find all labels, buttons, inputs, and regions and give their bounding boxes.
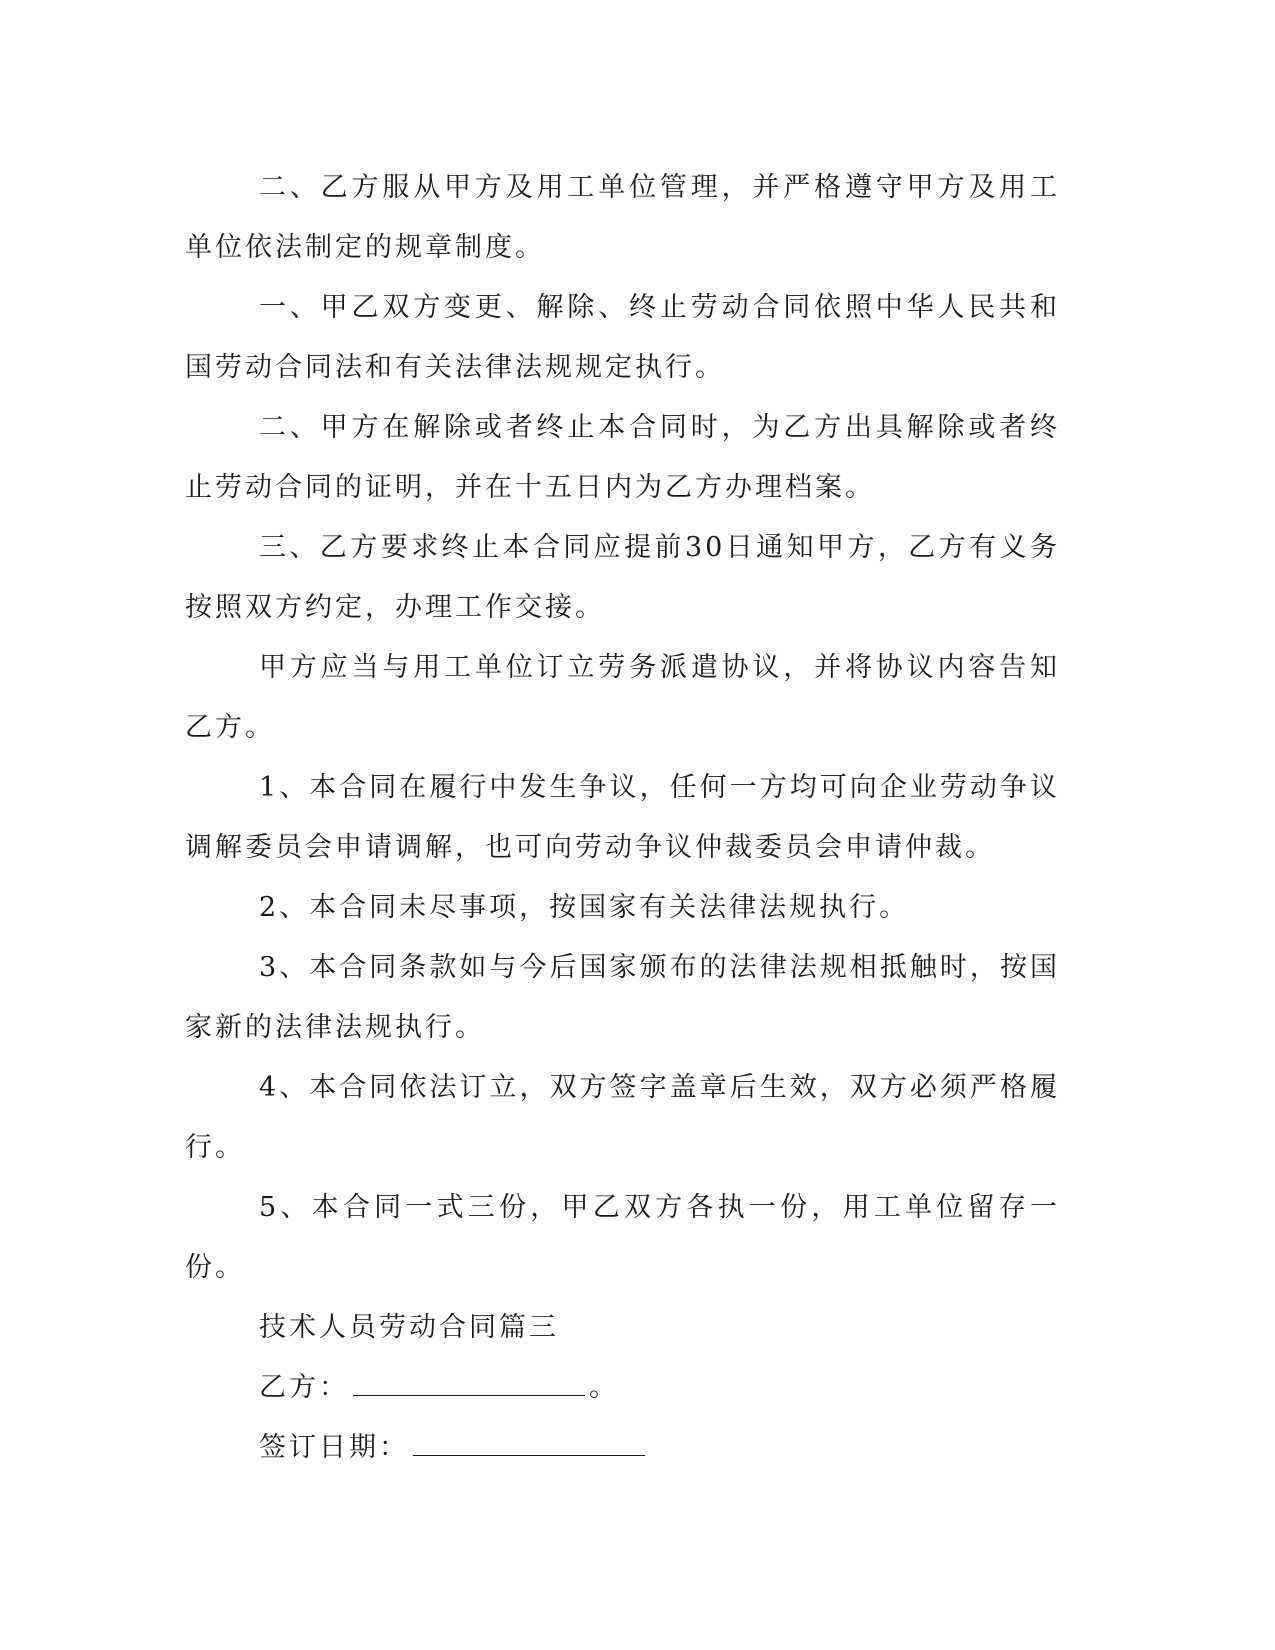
paragraph: 三、乙方要求终止本合同应提前30日通知甲方，乙方有义务按照双方约定，办理工作交接。 — [185, 532, 1060, 623]
party-b-blank[interactable] — [353, 1365, 585, 1396]
sign-date-label: 签订日期： — [259, 1432, 409, 1463]
paragraph: 5、本合同一式三份，甲乙双方各执一份，用工单位留存一份。 — [185, 1192, 1060, 1283]
paragraph: 一、甲乙双方变更、解除、终止劳动合同依照中华人民共和国劳动合同法和有关法律法规规定执行。 — [185, 292, 1060, 383]
paragraph: 3、本合同条款如与今后国家颁布的法律法规相抵触时，按国家新的法律法规执行。 — [185, 952, 1060, 1043]
paragraph: 二、甲方在解除或者终止本合同时，为乙方出具解除或者终止劳动合同的证明，并在十五日内为乙方办理档案。 — [185, 412, 1060, 503]
section-title: 技术人员劳动合同篇三 — [259, 1312, 559, 1343]
paragraph: 2、本合同未尽事项，按国家有关法律法规执行。 — [259, 892, 910, 923]
paragraph: 甲方应当与用工单位订立劳务派遣协议，并将协议内容告知乙方。 — [185, 652, 1060, 743]
sign-date-blank[interactable] — [413, 1425, 645, 1456]
party-b-line — [185, 1358, 1060, 1418]
paragraph: 1、本合同在履行中发生争议，任何一方均可向企业劳动争议调解委员会申请调解，也可向劳动争议仲裁委员会申请仲裁。 — [185, 772, 1060, 863]
sign-date-line — [185, 1418, 1060, 1478]
paragraph: 4、本合同依法订立，双方签字盖章后生效，双方必须严格履行。 — [185, 1072, 1060, 1163]
party-b-suffix: 。 — [589, 1372, 619, 1403]
paragraph: 二、乙方服从甲方及用工单位管理，并严格遵守甲方及用工单位依法制定的规章制度。 — [185, 172, 1060, 263]
party-b-label: 乙方： — [259, 1372, 349, 1403]
document-body — [185, 158, 1060, 1478]
